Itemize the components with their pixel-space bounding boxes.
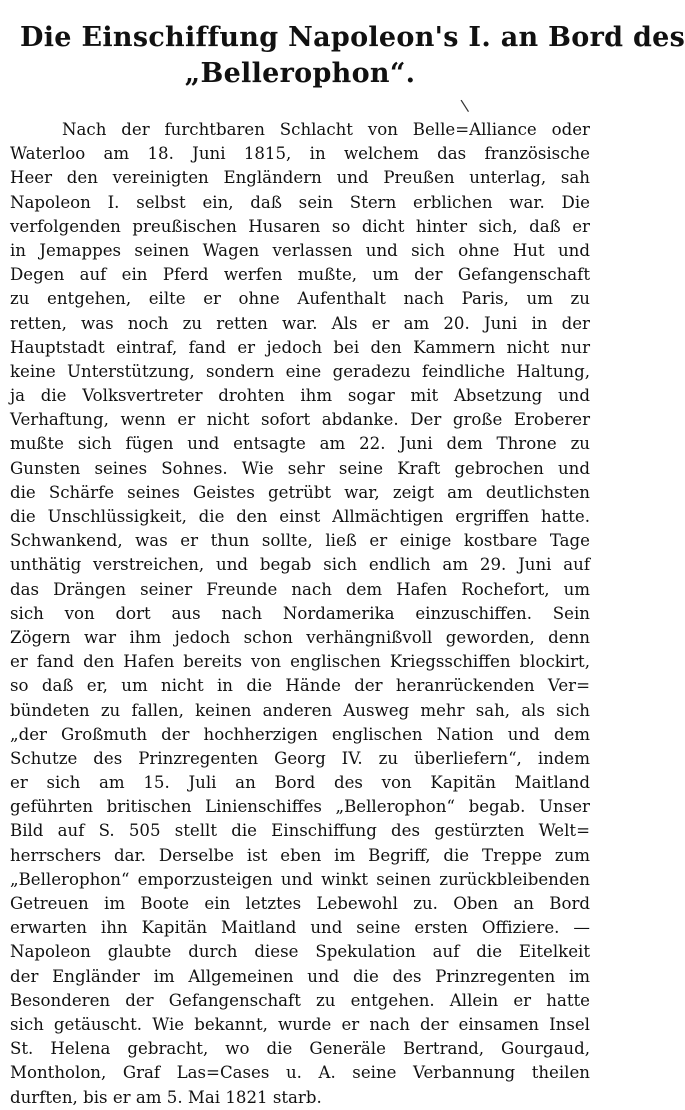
text-line: Zögern war ihm jedoch schon verhängnißvoll geworden, denn [10,627,590,647]
text-line: Nach der furchtbaren Schlacht von Belle=Alliance oder [62,120,590,139]
text-line: Hauptstadt eintraf, fand er jedoch bei den Kammern nicht nur [10,337,590,357]
text-line: durften, bis er am 5. Mai 1821 starb. [10,1087,322,1107]
text-line: die Unschlüssigkeit, die den einst Allmächtigen ergriffen hatte. [10,507,590,526]
text-line: unthätig verstreichen, und begab sich endlich am 29. Juni auf [10,555,590,575]
text-line: zu entgehen, eilte er ohne Aufenthalt nach Paris, um zu [10,289,590,309]
text-line: erwarten ihn Kapitän Maitland und seine ersten Offiziere. — [10,918,590,938]
text-line: bündeten zu fallen, keinen anderen Ausweg mehr sah, als sich [10,700,590,720]
text-line: Napoleon glaubte durch diese Spekulation auf die Eitelkeit [10,942,590,962]
text-line: sich getäuscht. Wie bekannt, wurde er nach der einsamen Insel [10,1014,590,1034]
text-line: die Schärfe seines Geistes getrübt war, zeigt am deutlichsten [10,482,590,502]
text-line: das Drängen seiner Freunde nach dem Hafen Rochefort, um [10,579,590,599]
text-line: Schwankend, was er thun sollte, ließ er einige kostbare Tage [10,531,590,551]
text-line: Besonderen der Gefangenschaft zu entgehen. Allein er hatte [10,990,590,1010]
text-line: sich von dort aus nach Nordamerika einzuschiffen. Sein [10,603,590,623]
text-line: Schutze des Prinzregenten Georg IV. zu überliefern“, indem [10,748,590,768]
title-line-2: „Bellerophon“. [184,58,416,89]
article-title [20,20,685,92]
text-line: „Bellerophon“ emporzusteigen und winkt seinen zurückbleibenden [10,869,590,889]
margin-mark: \ [459,95,470,116]
text-line: retten, was noch zu retten war. Als er am 20. Juni in der [10,313,590,333]
text-line: Napoleon I. selbst ein, daß sein Stern erblichen war. Die [10,192,590,212]
text-line: Heer den vereinigten Engländern und Preußen unterlag, sah [10,168,590,188]
title-line-1: Die Einschiffung Napoleon's I. an Bord des [20,22,685,53]
text-line: Getreuen im Boote ein letztes Lebewohl zu. Oben an Bord [10,894,590,913]
text-line: so daß er, um nicht in die Hände der heranrückenden Ver= [10,676,590,696]
text-line: herrschers dar. Derselbe ist eben im Begriff, die Treppe zum [10,845,590,865]
text-line: Waterloo am 18. Juni 1815, in welchem das französische [10,144,590,164]
text-line: Bild auf S. 505 stellt die Einschiffung des gestürzten Welt= [10,821,590,841]
text-line: verfolgenden preußischen Husaren so dicht hinter sich, daß er [10,216,590,236]
text-line: keine Unterstützung, sondern eine geradezu feindliche Haltung, [10,361,590,381]
text-line: der Engländer im Allgemeinen und die des Prinzregenten im [10,966,590,986]
text-line: er fand den Hafen bereits von englischen Kriegsschiffen blockirt, [10,652,590,672]
text-line: Verhaftung, wenn er nicht sofort abdanke. Der große Eroberer [10,410,590,430]
text-line: „der Großmuth der hochherzigen englischen Nation und dem [10,724,590,744]
text-line: in Jemappes seinen Wagen verlassen und sich ohne Hut und [10,240,590,260]
text-line: ja die Volksvertreter drohten ihm sogar mit Absetzung und [10,386,590,406]
text-line: geführten britischen Linienschiffes „Bellerophon“ begab. Unser [10,797,590,817]
text-line: St. Helena gebracht, wo die Generäle Bertrand, Gourgaud, [10,1039,590,1059]
text-line: mußte sich fügen und entsagte am 22. Juni dem Throne zu [10,434,590,454]
text-line: er sich am 15. Juli an Bord des von Kapitän Maitland [10,773,590,793]
article-body [10,118,590,1110]
text-line: Gunsten seines Sohnes. Wie sehr seine Kraft gebrochen und [10,458,590,478]
text-line: Montholon, Graf Las=Cases u. A. seine Verbannung theilen [10,1063,590,1083]
text-line: Degen auf ein Pferd werfen mußte, um der Gefangenschaft [10,265,590,285]
